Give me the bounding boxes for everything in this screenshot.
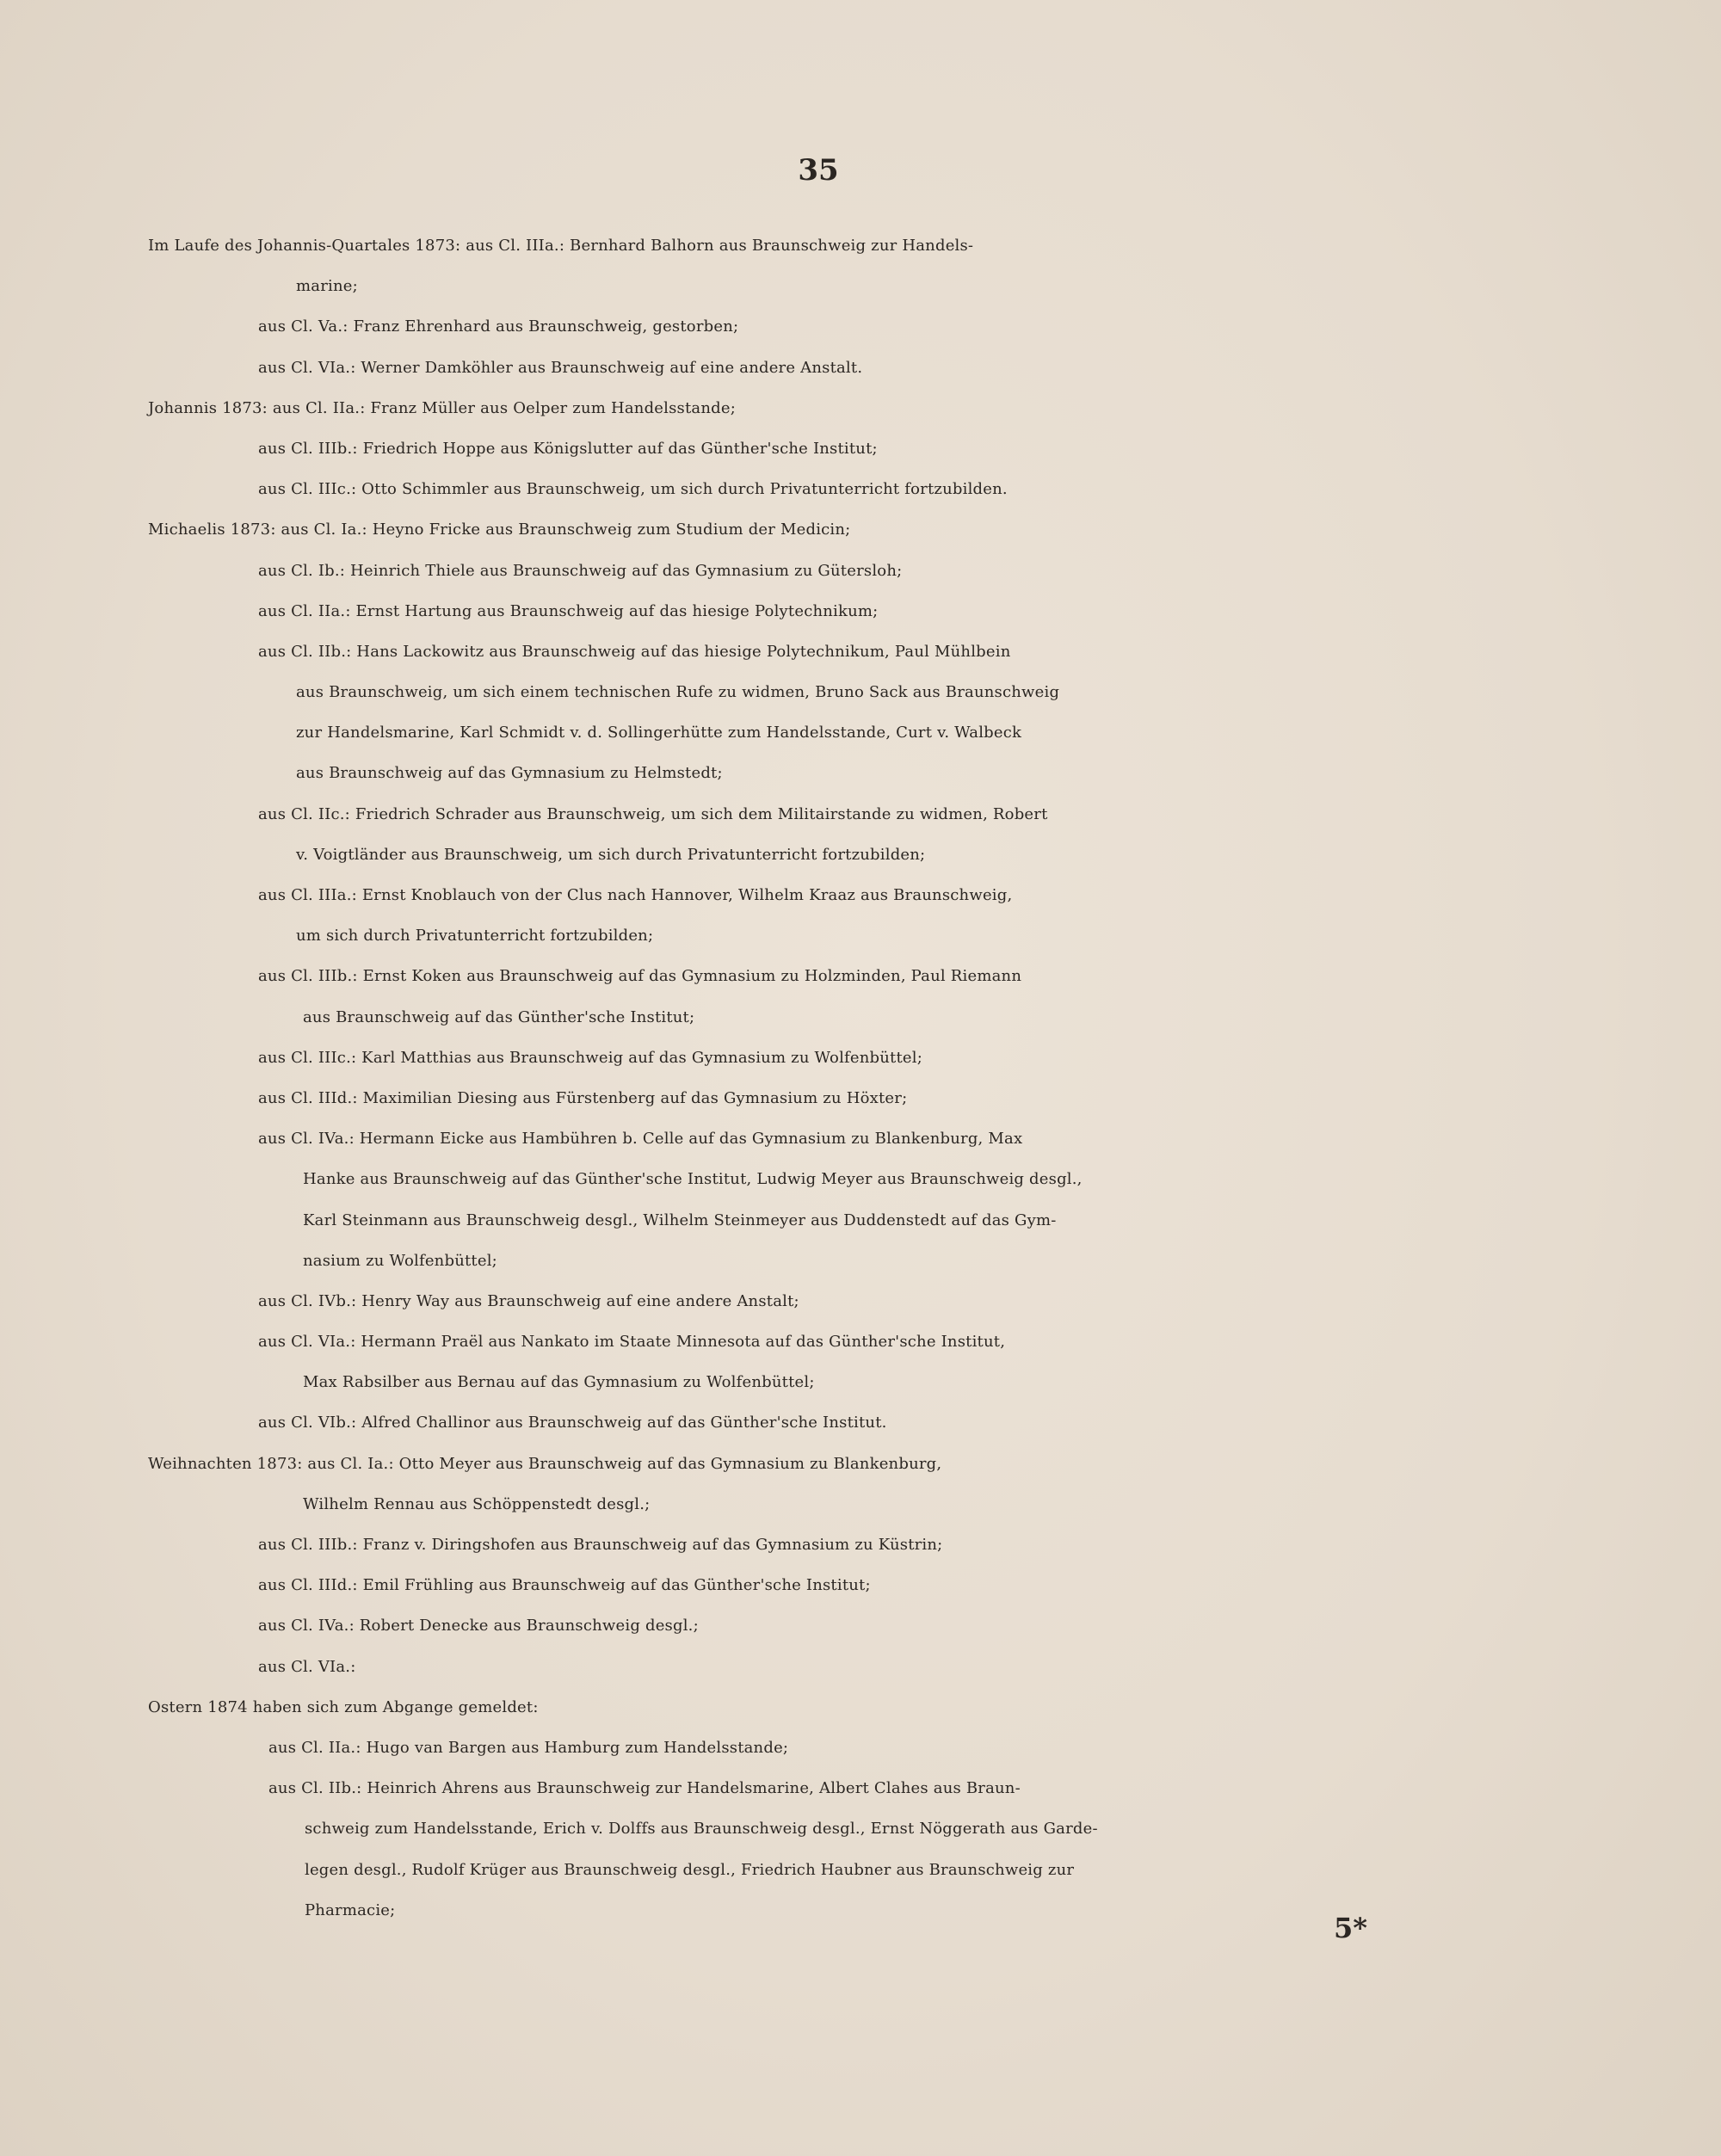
text-line: aus Cl. IIa.: Ernst Hartung aus Braunschweig auf das hiesige Polytechnikum; — [258, 601, 879, 620]
text-line: legen desgl., Rudolf Krüger aus Braunschweig desgl., Friedrich Haubner aus Braunschweig zur — [305, 1860, 1075, 1879]
text-line: aus Cl. IIId.: Maximilian Diesing aus Fürstenberg auf das Gymnasium zu Höxter; — [258, 1088, 908, 1107]
text-line: aus Cl. IIb.: Hans Lackowitz aus Braunschweig auf das hiesige Polytechnikum, Paul Mühlbein — [258, 642, 1011, 661]
text-line: aus Cl. IVa.: Robert Denecke aus Braunschweig desgl.; — [258, 1617, 699, 1635]
text-line: aus Cl. IIc.: Friedrich Schrader aus Braunschweig, um sich dem Militairstande zu widmen, Robert — [258, 804, 1048, 823]
text-line: aus Cl. IIId.: Emil Frühling aus Braunschweig auf das Günther'sche Institut; — [258, 1576, 871, 1595]
text-line: aus Cl. Va.: Franz Ehrenhard aus Braunschweig, gestorben; — [258, 317, 739, 336]
text-line: nasium zu Wolfenbüttel; — [303, 1251, 497, 1270]
text-line: Wilhelm Rennau aus Schöppenstedt desgl.; — [303, 1494, 651, 1513]
text-line: aus Braunschweig auf das Günther'sche Institut; — [303, 1007, 695, 1026]
text-line: Weihnachten 1873: aus Cl. Ia.: Otto Meyer aus Braunschweig auf das Gymnasium zu Blankenburg, — [148, 1454, 942, 1473]
text-line: aus Braunschweig, um sich einem technischen Rufe zu widmen, Bruno Sack aus Braunschweig — [296, 683, 1060, 702]
text-line: Michaelis 1873: aus Cl. Ia.: Heyno Fricke aus Braunschweig zum Studium der Medicin; — [148, 521, 851, 539]
text-line: aus Cl. VIa.: — [258, 1657, 356, 1676]
text-line: aus Cl. IIIc.: Karl Matthias aus Braunschweig auf das Gymnasium zu Wolfenbüttel; — [258, 1048, 922, 1067]
text-line: zur Handelsmarine, Karl Schmidt v. d. Sollingerhütte zum Handelsstande, Curt v. Walbeck — [296, 724, 1022, 742]
text-line: aus Cl. IIIa.: Ernst Knoblauch von der Clus nach Hannover, Wilhelm Kraaz aus Braunschweig, — [258, 886, 1013, 904]
text-line: aus Cl. IIIb.: Franz v. Diringshofen aus Braunschweig auf das Gymnasium zu Küstrin; — [258, 1536, 943, 1554]
text-line: aus Braunschweig auf das Gymnasium zu Helmstedt; — [296, 764, 723, 783]
text-line: marine; — [296, 277, 358, 296]
text-line: v. Voigtländer aus Braunschweig, um sich durch Privatunterricht fortzubilden; — [296, 845, 926, 864]
text-line: aus Cl. IIIc.: Otto Schimmler aus Braunschweig, um sich durch Privatunterricht fortzubilden. — [258, 480, 1008, 499]
text-line: aus Cl. IVb.: Henry Way aus Braunschweig auf eine andere Anstalt; — [258, 1291, 799, 1310]
text-line: Johannis 1873: aus Cl. IIa.: Franz Müller aus Oelper zum Handelsstande; — [148, 398, 736, 417]
text-line: aus Cl. VIa.: Hermann Praël aus Nankato im Staate Minnesota auf das Günther'sche Institut, — [258, 1333, 1006, 1352]
text-line: Pharmacie; — [305, 1900, 396, 1919]
text-line: um sich durch Privatunterricht fortzubilden; — [296, 927, 654, 946]
text-line: aus Cl. VIb.: Alfred Challinor aus Braunschweig auf das Günther'sche Institut. — [258, 1414, 887, 1432]
text-line: schweig zum Handelsstande, Erich v. Dolffs aus Braunschweig desgl., Ernst Nöggerath aus Garde- — [305, 1820, 1098, 1839]
text-line: aus Cl. VIa.: Werner Damköhler aus Braunschweig auf eine andere Anstalt. — [258, 358, 863, 377]
text-line: Karl Steinmann aus Braunschweig desgl., Wilhelm Steinmeyer aus Duddenstedt auf das Gym- — [303, 1210, 1057, 1229]
text-line: Im Laufe des Johannis-Quartales 1873: aus Cl. IIIa.: Bernhard Balhorn aus Braunschweig zur Handels- — [148, 237, 974, 255]
text-line: Hanke aus Braunschweig auf das Günther'sche Institut, Ludwig Meyer aus Braunschweig desgl., — [303, 1170, 1083, 1189]
text-line: aus Cl. IIb.: Heinrich Ahrens aus Braunschweig zur Handelsmarine, Albert Clahes aus Braun- — [268, 1779, 1021, 1798]
page-number: 35 — [798, 153, 839, 188]
text-line: aus Cl. IIIb.: Ernst Koken aus Braunschweig auf das Gymnasium zu Holzminden, Paul Riemann — [258, 967, 1022, 986]
text-line: Max Rabsilber aus Bernau auf das Gymnasium zu Wolfenbüttel; — [303, 1373, 815, 1392]
text-block — [0, 225, 1721, 1931]
text-line: aus Cl. IIa.: Hugo van Bargen aus Hamburg zum Handelsstande; — [268, 1738, 789, 1757]
text-line: aus Cl. IIIb.: Friedrich Hoppe aus Königslutter auf das Günther'sche Institut; — [258, 439, 878, 458]
text-line: Ostern 1874 haben sich zum Abgange gemeldet: — [148, 1697, 539, 1716]
text-line: aus Cl. IVa.: Hermann Eicke aus Hambühren b. Celle auf das Gymnasium zu Blankenburg, Max — [258, 1130, 1023, 1149]
text-line: aus Cl. Ib.: Heinrich Thiele aus Braunschweig auf das Gymnasium zu Gütersloh; — [258, 561, 903, 580]
signature-mark: 5* — [1334, 1912, 1367, 1944]
